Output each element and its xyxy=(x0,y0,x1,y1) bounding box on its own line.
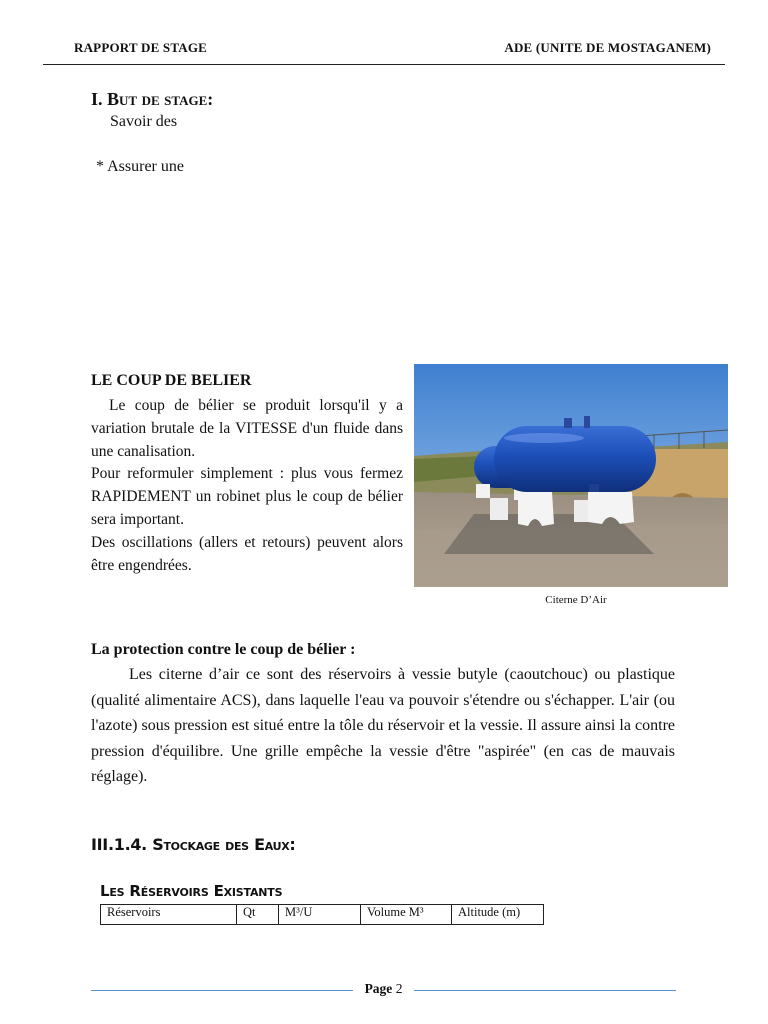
footer-rule-left xyxy=(91,990,353,991)
table-header-cell: Qt xyxy=(237,905,279,925)
stockage-heading: III.1.4. Stockage des Eaux: xyxy=(91,835,296,854)
photo-caption: Citerne D’Air xyxy=(545,594,607,606)
assurer-line: * Assurer une xyxy=(96,158,184,175)
table-header-row xyxy=(101,905,544,925)
protection-title: La protection contre le coup de bélier : xyxy=(91,641,356,658)
section-1-title: But de stage: xyxy=(107,89,214,109)
table-header-cell: Volume M³ xyxy=(361,905,452,925)
protection-text xyxy=(91,662,675,790)
air-tank-illustration xyxy=(414,364,728,587)
section-1-number: I. xyxy=(91,89,108,109)
savoir-line: Savoir des xyxy=(110,113,178,130)
coup-paragraph-2: Pour reformuler simplement : plus vous fermez RAPIDEMENT un robinet plus le coup de bélier sera important. xyxy=(91,465,403,528)
footer-rule-right xyxy=(414,990,676,991)
page-number-value: 2 xyxy=(395,981,403,996)
header-right: ADE (UNITE DE MOSTAGANEM) xyxy=(504,40,711,55)
section-1-heading xyxy=(91,89,213,110)
table-header-cell: M³/U xyxy=(279,905,361,925)
page-label: Page xyxy=(364,981,393,996)
coup-de-belier-title: LE COUP DE BELIER xyxy=(91,372,252,389)
coup-paragraph-1: Le coup de bélier se produit lorsqu'il y a variation brutale de la VITESSE d'un fluide dans une canalisation. xyxy=(91,397,403,460)
table-header-cell: Altitude (m) xyxy=(452,905,544,925)
reservoirs-table xyxy=(100,904,544,925)
page-number xyxy=(353,981,414,997)
coup-paragraph-3: Des oscillations (allers et retours) peuvent alors être engendrées. xyxy=(91,533,403,574)
table-header-cell: Réservoirs xyxy=(101,905,237,925)
header-rule xyxy=(43,64,725,65)
header-left: RAPPORT DE STAGE xyxy=(74,40,208,55)
coup-de-belier-text xyxy=(91,395,403,577)
air-tank-photo xyxy=(414,364,728,587)
protection-paragraph: Les citerne d’air ce sont des réservoirs à vessie butyle (caoutchouc) ou plastique (qualité alimentaire ACS), dans laquelle l'eau va pouvoir s'étendre ou s'échapper. L'air (ou l'azote) sous pression est situé entre la tôle du réservoir et la vessie. Il assure ainsi la contre pression d'équilibre. Une grille empêche la vessie d'être "aspirée" (en cas de mauvais réglage). xyxy=(91,666,675,785)
reservoirs-heading: Les Réservoirs Existants xyxy=(100,882,283,900)
